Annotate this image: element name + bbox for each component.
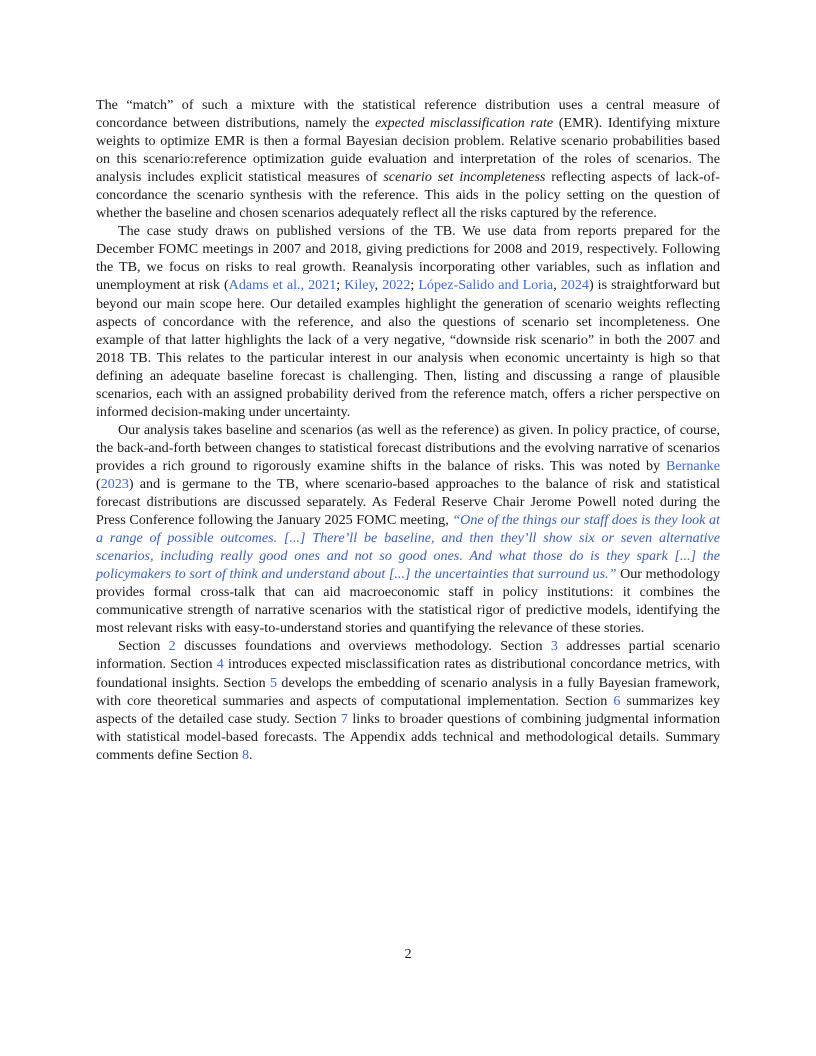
citation-link-lopez-salido-year[interactable]: 2024 — [560, 277, 589, 294]
section-link-6[interactable]: 6 — [613, 692, 621, 709]
citation-link-kiley-author[interactable]: Kiley — [344, 277, 375, 294]
text-span: Section — [118, 638, 169, 655]
text-span: summarizes key aspects of the detailed case study. Section — [96, 692, 721, 727]
text-span: , — [374, 277, 383, 294]
citation-link-bernanke-year[interactable]: 2023 — [100, 475, 129, 492]
text-span: ( — [96, 475, 101, 492]
text-span: develops the embedding of scenario analysis in a fully Bayesian framework, with core theoretical summaries and aspects of computational implementation. Section — [96, 674, 720, 709]
text-span: The “match” of such a mixture with the statistical reference distribution uses a central measure of concordance between distributions, namely the — [96, 97, 720, 132]
text-span: links to broader questions of combining judgmental information with statistical model-based forecasts. The Appendix adds technical and methodological details. Summary comments define Section — [96, 710, 720, 763]
citation-link-bernanke-author[interactable]: Bernanke — [665, 457, 720, 474]
page-number: 2 — [404, 946, 412, 962]
body-text — [96, 96, 720, 764]
section-link-5[interactable]: 5 — [270, 674, 278, 691]
citation-link-lopez-salido-author[interactable]: López-Salido and Loria — [418, 277, 554, 294]
text-span: , — [553, 277, 561, 294]
text-span: . — [249, 746, 253, 763]
text-span: ) is straightforward but beyond our main scope here. Our detailed examples highlight the generation of scenario weights reflecting aspects of concordance with the reference, and also the questions of scenario set incompleteness. One example of that latter highlights the lack of a very negative, “downside risk scenario” in both the 2007 and 2018 TB. This relates to the particular interest in our analysis when economic uncertainty is high so that defining an adequate baseline forecast is challenging. Then, listing and discussing a range of plausible scenarios, each with an assigned probability derived from the reference match, offers a richer perspective on informed decision-making under uncertainty. — [96, 277, 721, 420]
text-span: Our methodology provides formal cross-talk that can aid macroeconomic staff in policy institutions: it combines the communicative strength of narrative scenarios with the statistical rigor of predictive models, identifying the most relevant risks with easy-to-understand stories and quantifying the relevance of these stories. — [96, 566, 721, 637]
text-span: ) and is germane to the TB, where scenario-based approaches to the balance of risk and statistical forecast distributions are discussed separately. As Federal Reserve Chair Jerome Powell noted during the Press Conference following the January 2025 FOMC meeting, — [96, 475, 720, 529]
section-link-2[interactable]: 2 — [168, 638, 176, 655]
text-span: addresses partial scenario information. Section — [96, 638, 721, 673]
text-span: ; — [336, 277, 345, 294]
text-span: (EMR). Identifying mixture weights to optimize EMR is then a formal Bayesian decision problem. Relative scenario probabilities based on this scenario:reference optimization guide evaluation and interpretation of the roles of scenarios. The analysis includes explicit statistical measures of — [96, 115, 720, 186]
section-link-4[interactable]: 4 — [216, 656, 224, 673]
powell-quote: “One of the things our staff does is they look at a range of possible outcomes. [...] There’ll be baseline, and then they’ll show six or seven alternative scenarios, including really good ones and not so good ones. And what those do is they spark [...] the policymakers to sort of think and understand about [...] the uncertainties that surround us.” — [96, 512, 720, 583]
text-span: The case study draws on published versions of the TB. We use data from reports prepared for the December FOMC meetings in 2007 and 2018, giving predictions for 2008 and 2019, respectively. Following the TB, we focus on risks to real growth. Reanalysis incorporating other variables, such as inflation and unemployment at risk ( — [96, 223, 720, 294]
section-link-3[interactable]: 3 — [550, 638, 558, 655]
paragraph-policy-practice — [96, 421, 720, 638]
citation-link-adams[interactable]: Adams et al., 2021 — [228, 277, 337, 294]
text-span: introduces expected misclassification rates as distributional concordance metrics, with foundational insights. Section — [96, 656, 720, 691]
emphasis-incompleteness: scenario set incompleteness — [383, 169, 546, 186]
section-link-7[interactable]: 7 — [340, 710, 348, 727]
paragraph-emr-intro — [96, 96, 720, 222]
text-span: Our analysis takes baseline and scenarios (as well as the reference) as given. In policy practice, of course, the back-and-forth between changes to statistical forecast distributions and the evolving narrative of scenarios provides a rich ground to rigorously examine shifts in the balance of risks. This was noted by — [96, 421, 720, 474]
text-span: discusses foundations and overviews methodology. Section — [175, 638, 551, 655]
paragraph-case-study — [96, 222, 720, 421]
text-span: ; — [410, 277, 419, 294]
citation-link-kiley-year[interactable]: 2022 — [382, 277, 411, 294]
emphasis-emr: expected misclassification rate — [375, 115, 554, 132]
section-link-8[interactable]: 8 — [242, 746, 250, 763]
text-span: reflecting aspects of lack-of-concordance the scenario synthesis with the reference. This aids in the policy setting on the question of whether the baseline and chosen scenarios adequately reflect all the risks captured by the reference. — [96, 169, 720, 222]
paragraph-section-overview — [96, 637, 720, 763]
